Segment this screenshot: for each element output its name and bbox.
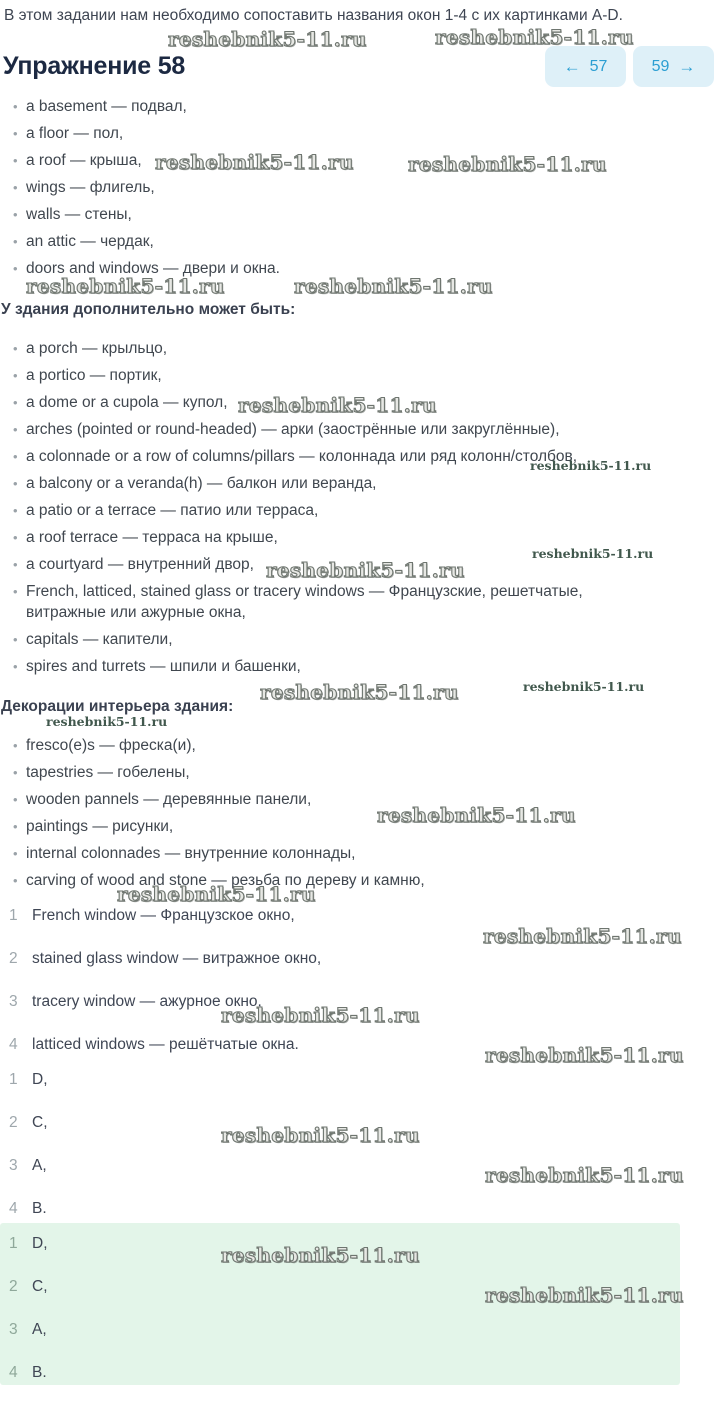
list-item: • wings — флигель, [26, 177, 666, 198]
watermark: reshebnik5-11.ru [168, 27, 367, 51]
watermark: reshebnik5-11.ru [485, 1043, 684, 1067]
answer-letter: A, [32, 1321, 47, 1338]
item-number: 4 [9, 1200, 18, 1217]
list-item: • a courtyard — внутренний двор, [26, 554, 666, 575]
list-item: • a roof terrace — терраса на крыше, [26, 527, 666, 548]
list-item: • a colonnade or a row of columns/pillars — колоннада или ряд колонн/столбов, [26, 446, 666, 467]
header [3, 46, 696, 87]
item-text: stained glass window — витражное окно, [32, 950, 322, 967]
section-heading-interior-decor: Декорации интерьера здания: [1, 698, 234, 715]
watermark: reshebnik5-11.ru [532, 546, 654, 561]
answer-item [9, 1276, 680, 1297]
list-item: • a dome or a cupola — купол, [26, 392, 666, 413]
numbered-item [9, 991, 680, 1012]
list-item: • carving of wood and stone — резьба по дереву и камню, [26, 870, 666, 891]
list-item: • a basement — подвал, [26, 96, 666, 117]
intro-text: В этом задании нам необходимо сопоставить названия окон 1-4 с их картинками A-D. [4, 7, 623, 24]
item-text: tracery window — ажурное окно, [32, 993, 262, 1010]
answer-letter: B. [32, 1200, 47, 1217]
section-heading-building-extras: У здания дополнительно может быть: [1, 301, 296, 318]
list-item: • a balcony or a veranda(h) — балкон или веранда, [26, 473, 666, 494]
interior-decor-list [0, 735, 680, 891]
watermark: reshebnik5-11.ru [377, 803, 576, 827]
prev-exercise-button[interactable] [545, 46, 626, 87]
watermark: reshebnik5-11.ru [485, 1163, 684, 1187]
list-item: • fresco(e)s — фреска(и), [26, 735, 666, 756]
list-item: • an attic — чердак, [26, 231, 666, 252]
list-item: • a patio or a terrace — патио или терраса, [26, 500, 666, 521]
list-item: • a floor — пол, [26, 123, 666, 144]
building-extras-list [0, 338, 680, 677]
answer-item [9, 1319, 680, 1340]
item-number: 3 [9, 993, 18, 1010]
answer-item [9, 1233, 680, 1254]
answer-highlight-box [0, 1223, 680, 1385]
item-number: 2 [9, 1278, 18, 1295]
item-number: 1 [9, 907, 18, 924]
answer-item [9, 1362, 680, 1383]
watermark: reshebnik5-11.ru [238, 393, 437, 417]
exercise-nav [545, 46, 696, 87]
list-item: • spires and turrets — шпили и башенки, [26, 656, 666, 677]
item-number: 3 [9, 1157, 18, 1174]
list-item: • paintings — рисунки, [26, 816, 666, 837]
page-title: Упражнение 58 [3, 52, 186, 80]
watermark: reshebnik5-11.ru [408, 152, 607, 176]
next-exercise-number: 59 [651, 57, 670, 75]
watermark: reshebnik5-11.ru [117, 882, 316, 906]
numbered-item [9, 1034, 680, 1055]
item-number: 1 [9, 1235, 18, 1252]
list-item: • wooden pannels — деревянные панели, [26, 789, 666, 810]
watermark: reshebnik5-11.ru [46, 714, 168, 729]
answer-item [9, 1198, 680, 1219]
watermark: reshebnik5-11.ru [483, 924, 682, 948]
watermark: reshebnik5-11.ru [530, 458, 652, 473]
answer-letter: C, [32, 1278, 48, 1295]
watermark: reshebnik5-11.ru [294, 274, 493, 298]
item-number: 2 [9, 1114, 18, 1131]
list-item: • walls — стены, [26, 204, 666, 225]
item-number: 1 [9, 1071, 18, 1088]
list-item: • internal colonnades — внутренние колоннады, [26, 843, 666, 864]
window-types-list [0, 905, 680, 1055]
item-text: latticed windows — решётчатые окна. [32, 1036, 299, 1053]
list-item: • French, latticed, stained glass or tracery windows — Французские, решетчатые, витражные или ажурные окна, [26, 581, 626, 623]
answers-list [0, 1069, 680, 1219]
numbered-item [9, 905, 680, 926]
item-number: 4 [9, 1036, 18, 1053]
list-item: • tapestries — гобелены, [26, 762, 666, 783]
watermark: reshebnik5-11.ru [221, 1123, 420, 1147]
building-parts-list [0, 96, 680, 279]
answer-letter: D, [32, 1071, 48, 1088]
answer-item [9, 1069, 680, 1090]
watermark: reshebnik5-11.ru [221, 1243, 420, 1267]
list-item: • a roof — крыша, [26, 150, 666, 171]
list-item: • a portico — портик, [26, 365, 666, 386]
watermark: reshebnik5-11.ru [221, 1003, 420, 1027]
answers-list-highlighted [0, 1233, 680, 1383]
arrow-right-icon: → [678, 57, 696, 76]
watermark: reshebnik5-11.ru [155, 150, 354, 174]
answer-item [9, 1155, 680, 1176]
item-text: French window — Французское окно, [32, 907, 295, 924]
watermark: reshebnik5-11.ru [523, 679, 645, 694]
prev-exercise-number: 57 [589, 57, 608, 75]
answer-letter: D, [32, 1235, 48, 1252]
watermark: reshebnik5-11.ru [26, 274, 225, 298]
watermark: reshebnik5-11.ru [260, 680, 459, 704]
watermark: reshebnik5-11.ru [485, 1283, 684, 1307]
list-item: • capitals — капители, [26, 629, 666, 650]
watermark: reshebnik5-11.ru [435, 25, 634, 49]
list-item: • arches (pointed or round-headed) — арки (заострённые или закруглённые), [26, 419, 666, 440]
answer-letter: C, [32, 1114, 48, 1131]
answer-letter: B. [32, 1364, 47, 1381]
numbered-item [9, 948, 680, 969]
list-item: • doors and windows — двери и окна. [26, 258, 666, 279]
next-exercise-button[interactable] [633, 46, 714, 87]
arrow-left-icon: ← [563, 57, 581, 76]
list-item: • a porch — крыльцо, [26, 338, 666, 359]
item-number: 2 [9, 950, 18, 967]
item-number: 4 [9, 1364, 18, 1381]
answer-item [9, 1112, 680, 1133]
answer-letter: A, [32, 1157, 47, 1174]
item-number: 3 [9, 1321, 18, 1338]
watermark: reshebnik5-11.ru [266, 558, 465, 582]
